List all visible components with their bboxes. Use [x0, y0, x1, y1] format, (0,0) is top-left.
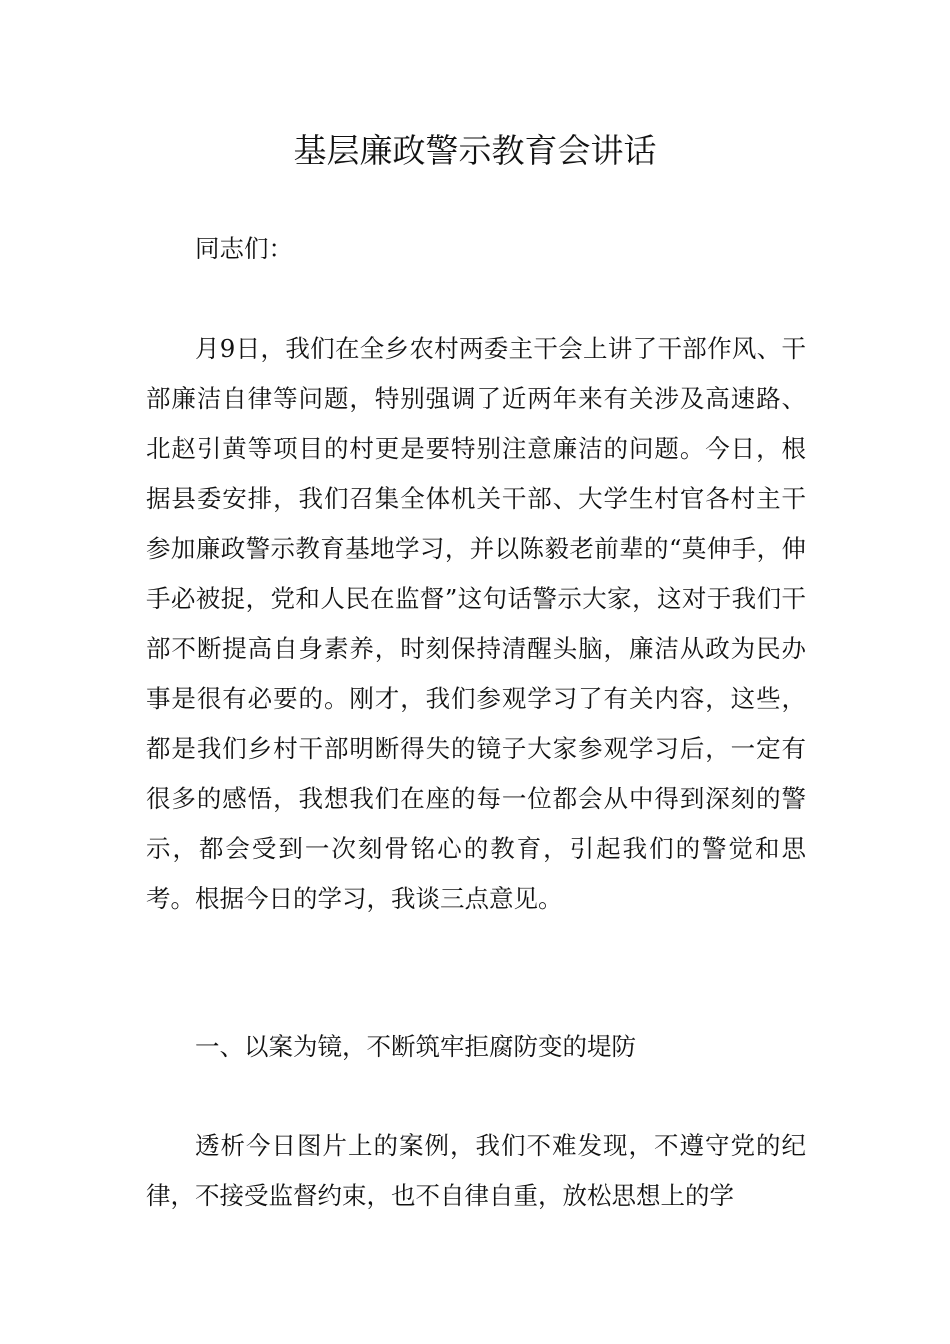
section-heading-1: 一、以案为镜，不断筑牢拒腐防变的堤防: [195, 1032, 636, 1061]
document-title: 基层廉政警示教育会讲话: [293, 131, 657, 170]
body-paragraph-2: 透析今日图片上的案例，我们不难发现，不遵守党的纪律，不接受监督约束，也不自律自重，放松思想上的学: [146, 1131, 806, 1210]
body-paragraph-1: 月9日，我们在全乡农村两委主干会上讲了干部作风、干部廉洁自律等问题，特别强调了近两年来有关涉及高速路、北赵引黄等项目的村更是要特别注意廉洁的问题。今日，根据县委安排，我们召集全体机关干部、大学生村官各村主干参加廉政警示教育基地学习，并以陈毅老前辈的“莫伸手，伸手必被捉，党和人民在监督”这句话警示大家，这对于我们干部不断提高自身素养，时刻保持清醒头脑，廉洁从政为民办事是很有必要的。刚才，我们参观学习了有关内容，这些，都是我们乡村干部明断得失的镜子大家参观学习后，一定有很多的感悟，我想我们在座的每一位都会从中得到深刻的警示，都会受到一次刻骨铭心的教育，引起我们的警觉和思考。根据今日的学习，我谈三点意见。: [146, 334, 806, 913]
salutation: 同志们：: [195, 234, 293, 263]
